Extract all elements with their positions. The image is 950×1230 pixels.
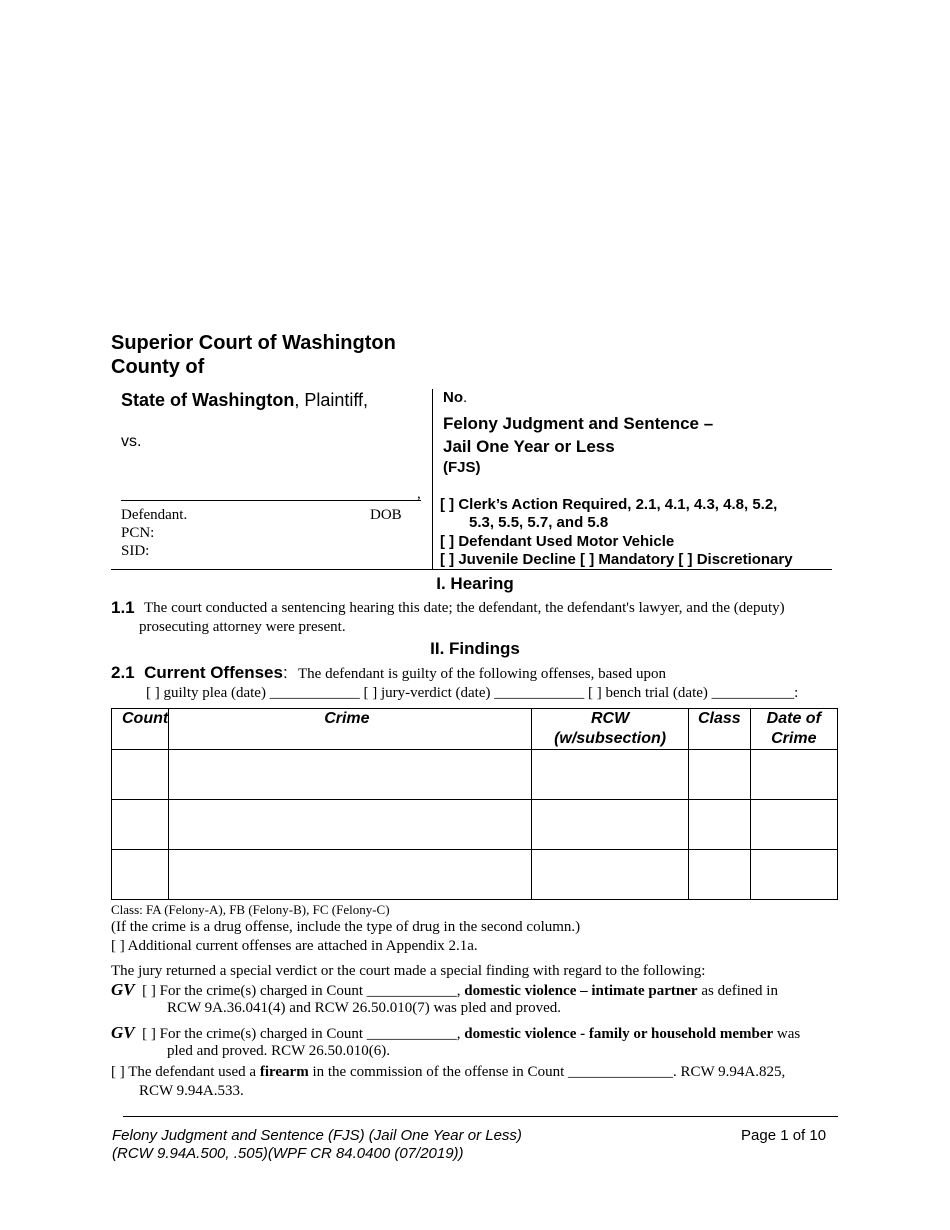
para-2-1-number: 2.1 <box>111 663 135 682</box>
court-name: Superior Court of Washington <box>111 332 396 354</box>
vs-label: vs. <box>121 433 142 450</box>
gv-label: GV <box>111 980 135 999</box>
clerk-action-continued: 5.3, 5.5, 5.7, and 5.8 <box>469 514 609 531</box>
dob-label: DOB <box>370 507 402 523</box>
current-offenses-intro: The defendant is guilty of the following offenses, based upon <box>298 666 666 682</box>
cell-crime[interactable] <box>169 800 532 850</box>
para-1-1-text-cont: prosecuting attorney were present. <box>139 619 346 635</box>
document-title <box>443 412 713 458</box>
cell-count[interactable] <box>112 800 169 850</box>
plaintiff-suffix: , Plaintiff, <box>294 390 369 410</box>
table-row <box>112 850 838 900</box>
plaintiff-name: State of Washington <box>121 390 295 410</box>
section-findings-heading: II. Findings <box>430 639 520 658</box>
defendant-name-line[interactable] <box>121 500 421 501</box>
cell-rcw[interactable] <box>532 850 689 900</box>
footer-form-title <box>112 1127 522 1163</box>
header-count: Count <box>112 709 169 750</box>
clerk-action-checkbox[interactable]: [ ] Clerk’s Action Required, 2.1, 4.1, 4.3, 4.8, 5.2, <box>440 496 778 513</box>
court-header <box>111 331 396 379</box>
title-line-1: Felony Judgment and Sentence – <box>443 414 714 433</box>
firearm-checkbox[interactable]: [ ] The defendant used a firearm in the commission of the offense in Count ______________. RCW 9.94A.825, <box>111 1064 786 1080</box>
cell-rcw[interactable] <box>532 750 689 800</box>
caption-bottom-rule <box>111 569 832 570</box>
para-1-1-number: 1.1 <box>111 598 135 617</box>
header-crime: Crime <box>169 709 532 750</box>
section-hearing-heading: I. Hearing <box>436 574 514 593</box>
title-line-2: Jail One Year or Less <box>443 437 615 456</box>
header-rcw: RCW (w/subsection) <box>532 709 689 750</box>
pcn-label: PCN: <box>121 525 155 541</box>
caption-divider <box>432 389 433 570</box>
cell-date[interactable] <box>750 800 837 850</box>
gv-family-member-cont: pled and proved. RCW 26.50.010(6). <box>167 1043 391 1059</box>
current-offenses-colon: : <box>282 663 288 682</box>
cell-crime[interactable] <box>169 750 532 800</box>
para-1-1-text: The court conducted a sentencing hearing this date; the defendant, the defendant's lawyer, and the (deputy) <box>144 600 785 616</box>
additional-offenses-checkbox[interactable]: [ ] Additional current offenses are attached in Appendix 2.1a. <box>111 938 478 954</box>
cell-count[interactable] <box>112 850 169 900</box>
cell-class[interactable] <box>689 800 750 850</box>
plea-line[interactable]: [ ] guilty plea (date) ____________ [ ] jury-verdict (date) ____________ [ ] bench trial (date) ___________: <box>146 685 799 701</box>
cell-class[interactable] <box>689 750 750 800</box>
offenses-table <box>111 708 838 900</box>
title-abbreviation: (FJS) <box>443 459 481 476</box>
para-2-1-heading <box>111 663 288 683</box>
footer-line-1: Felony Judgment and Sentence (FJS) (Jail One Year or Less) <box>112 1127 522 1144</box>
header-date: Date of Crime <box>750 709 837 750</box>
motor-vehicle-checkbox[interactable]: [ ] Defendant Used Motor Vehicle <box>440 533 675 550</box>
cell-date[interactable] <box>750 750 837 800</box>
offenses-table-header <box>112 709 838 750</box>
cell-class[interactable] <box>689 850 750 900</box>
firearm-cont: RCW 9.94A.533. <box>139 1083 244 1099</box>
juvenile-decline-checkbox[interactable]: [ ] Juvenile Decline [ ] Mandatory [ ] Discretionary <box>440 551 793 568</box>
defendant-label: Defendant. <box>121 507 188 523</box>
county-label: County of <box>111 356 205 378</box>
table-row <box>112 750 838 800</box>
footer-rule <box>123 1116 838 1117</box>
drug-note: (If the crime is a drug offense, include the type of drug in the second column.) <box>111 919 581 935</box>
no-text: No <box>443 389 463 406</box>
case-number-label <box>443 389 467 406</box>
current-offenses-title: Current Offenses <box>144 663 283 682</box>
class-note: Class: FA (Felony-A), FB (Felony-B), FC (Felony-C) <box>111 902 390 917</box>
no-dot: . <box>463 389 468 406</box>
cell-date[interactable] <box>750 850 837 900</box>
gv-intimate-partner-cont: RCW 9A.36.041(4) and RCW 26.50.010(7) was pled and proved. <box>167 1000 561 1016</box>
gv-family-member[interactable]: GV [ ] For the crime(s) charged in Count ____________, domestic violence - family or household member was <box>111 1023 801 1042</box>
special-verdict-intro: The jury returned a special verdict or the court made a special finding with regard to the following: <box>111 963 706 979</box>
table-row <box>112 800 838 850</box>
cell-rcw[interactable] <box>532 800 689 850</box>
cell-count[interactable] <box>112 750 169 800</box>
gv-label: GV <box>111 1023 135 1042</box>
page-number: Page 1 of 10 <box>741 1127 827 1144</box>
gv-intimate-partner[interactable]: GV [ ] For the crime(s) charged in Count ____________, domestic violence – intimate partner as defined in <box>111 980 778 999</box>
defendant-comma: , <box>417 486 421 502</box>
plaintiff-line <box>121 390 368 411</box>
footer-line-2: (RCW 9.94A.500, .505)(WPF CR 84.0400 (07/2019)) <box>112 1145 464 1162</box>
sid-label: SID: <box>121 543 150 559</box>
header-class: Class <box>689 709 750 750</box>
cell-crime[interactable] <box>169 850 532 900</box>
